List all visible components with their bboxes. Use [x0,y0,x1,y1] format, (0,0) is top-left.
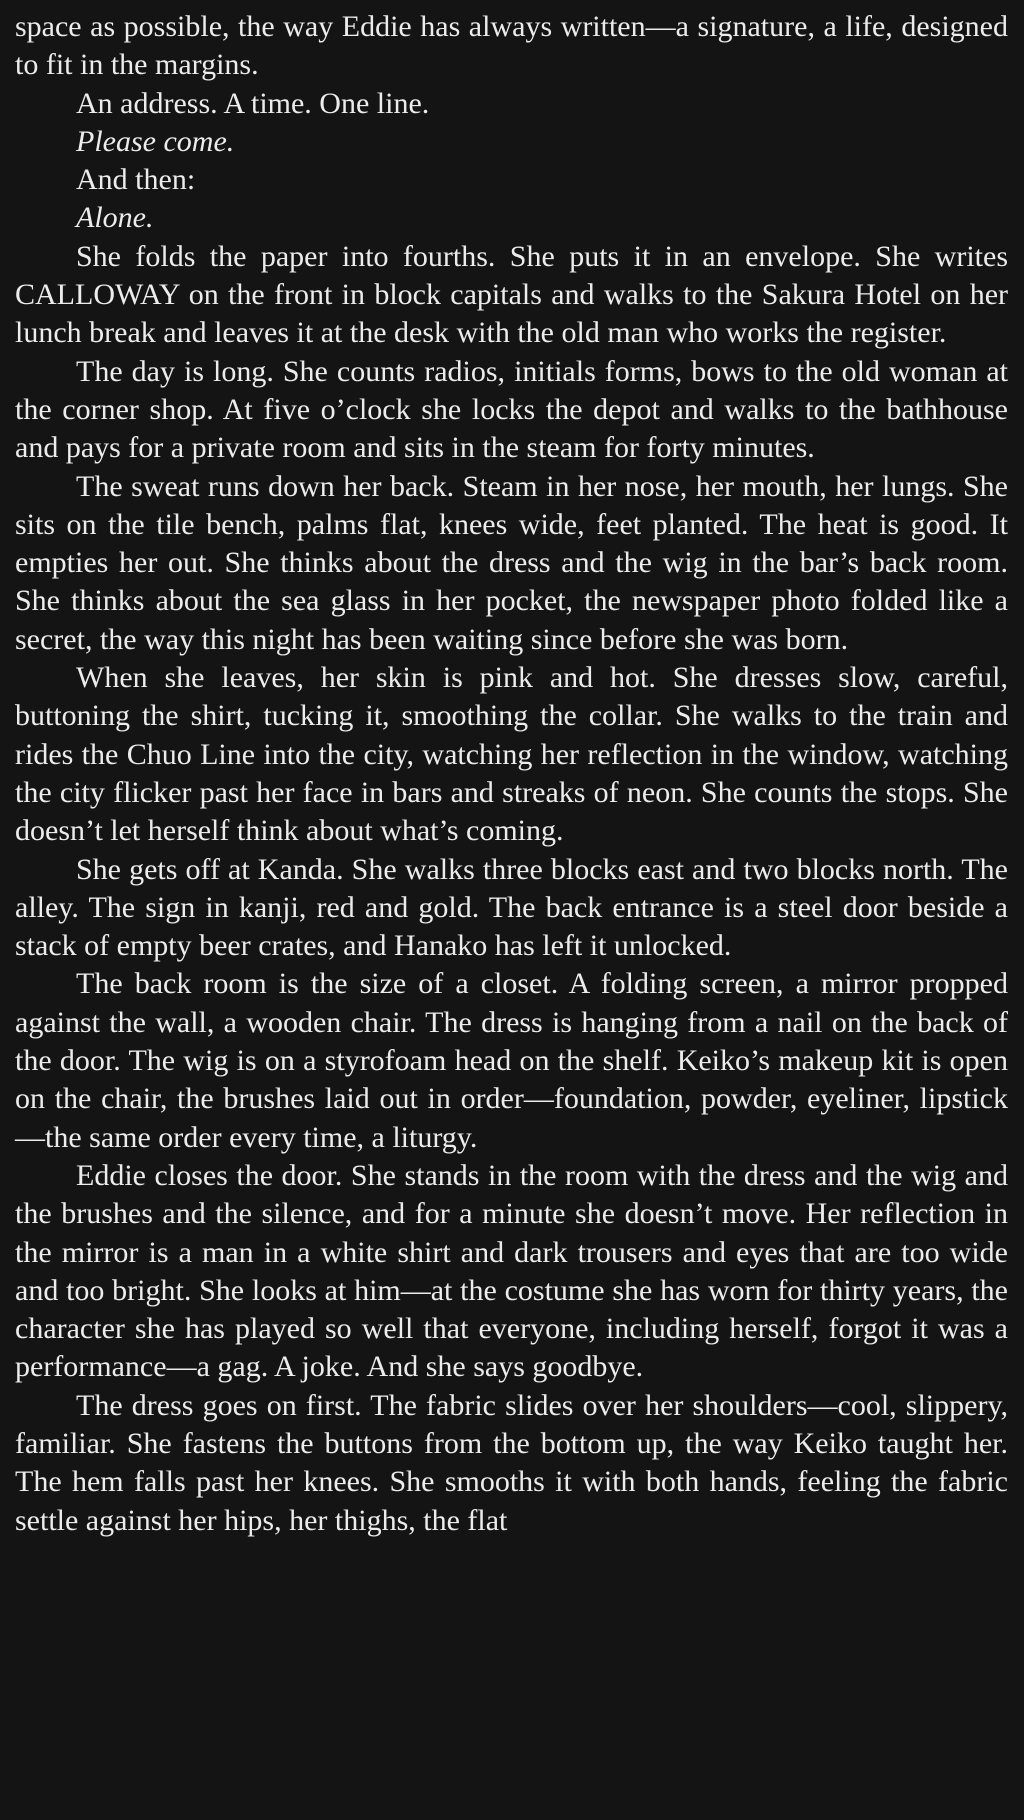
paragraph: space as possible, the way Eddie has always written—a signature, a life, designed to fit in the margins. [15,10,1008,82]
paragraph: The back room is the size of a closet. A folding screen, a mirror propped against the wall, a wooden chair. The dress is hanging from a nail on the back of the door. The wig is on a styrofoam head on the shelf. Keiko’s makeup kit is open on the chair, the brushes laid out in order—foundation, powder, eyeliner, lipstick—the same order every time, a liturgy. [15,967,1008,1154]
italic-line: Alone. [76,201,154,235]
document-page [15,8,1008,1540]
paragraph: Eddie closes the door. She stands in the room with the dress and the wig and the brushes and the silence, and for a minute she doesn’t move. Her reflection in the mirror is a man in a white shirt and dark trousers and eyes that are too wide and too bright. She looks at him—at the costume she has worn for thirty years, the character she has played so well that everyone, including herself, forgot it was a performance—a gag. A joke. And she says goodbye. [15,1158,1008,1384]
paragraph: The dress goes on first. The fabric slides over her shoulders—cool, slippery, familiar. She fastens the buttons from the bottom up, the way Keiko taught her. The hem falls past her knees. She smooths it with both hands, feeling the fabric settle against her hips, her thighs, the flat [15,1388,1008,1537]
paragraph [15,199,1008,237]
paragraph: And then: [76,163,196,197]
paragraph: She folds the paper into fourths. She puts it in an envelope. She writes CALLOWAY on the front in block capitals and walks to the Sakura Hotel on her lunch break and leaves it at the desk with the old man who works the register. [15,239,1008,350]
paragraph: When she leaves, her skin is pink and hot. She dresses slow, careful, buttoning the shirt, tucking it, smoothing the collar. She walks to the train and rides the Chuo Line into the city, watching her reflection in the window, watching the city flicker past her face in bars and streaks of neon. She counts the stops. She doesn’t let herself think about what’s coming. [15,661,1008,848]
italic-line: Please come. [76,124,235,158]
paragraph: The sweat runs down her back. Steam in her nose, her mouth, her lungs. She sits on the tile bench, palms flat, knees wide, feet planted. The heat is good. It empties her out. She thinks about the dress and the wig in the bar’s back room. She thinks about the sea glass in her pocket, the newspaper photo folded like a secret, the way this night has been waiting since before she was born. [15,469,1008,656]
paragraph [15,123,1008,161]
paragraph: An address. A time. One line. [76,86,430,120]
paragraph: She gets off at Kanda. She walks three blocks east and two blocks north. The alley. The sign in kanji, red and gold. The back entrance is a steel door beside a stack of empty beer crates, and Hanako has left it unlocked. [15,852,1008,963]
paragraph: The day is long. She counts radios, initials forms, bows to the old woman at the corner shop. At five o’clock she locks the depot and walks to the bathhouse and pays for a private room and sits in the steam for forty minutes. [15,354,1008,465]
